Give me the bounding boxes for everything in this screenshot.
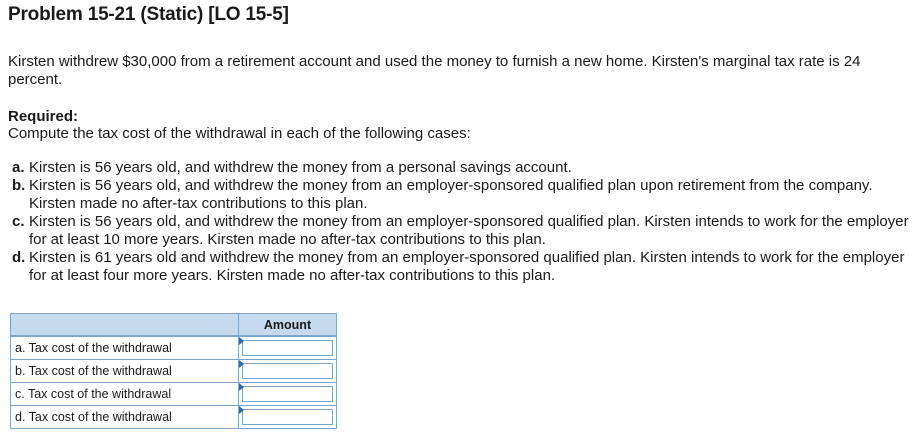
- case-list: [12, 159, 918, 285]
- amount-cell: [239, 360, 337, 383]
- case-b: [12, 177, 918, 213]
- case-letter: d.: [12, 249, 26, 266]
- table-row: [11, 406, 337, 429]
- header-amount: Amount: [239, 314, 337, 336]
- case-a: [12, 159, 918, 177]
- case-text: Kirsten is 61 years old and withdrew the money from an employer-sponsored qualified plan. Kirsten intends to work for the employer for at least four more years. Kirsten made no after-tax contributions to this plan.: [29, 249, 905, 284]
- amount-input-c[interactable]: [242, 386, 333, 402]
- case-letter: c.: [12, 213, 25, 230]
- case-c: [12, 213, 918, 249]
- amount-cell: [239, 383, 337, 406]
- problem-intro: Kirsten withdrew $30,000 from a retirement account and used the money to furnish a new home. Kirsten's marginal tax rate is 24 percent.: [8, 53, 861, 88]
- input-marker-icon: [239, 383, 244, 391]
- table-row: [11, 337, 337, 360]
- row-label: c. Tax cost of the withdrawal: [11, 383, 239, 406]
- input-marker-icon: [239, 337, 244, 345]
- case-letter: b.: [12, 177, 26, 194]
- case-text: Kirsten is 56 years old, and withdrew the money from an employer-sponsored qualified plan upon retirement from the company. Kirsten made no after-tax contributions to this plan.: [29, 177, 873, 212]
- amount-input-a[interactable]: [242, 340, 333, 356]
- answer-table: [10, 313, 337, 429]
- table-row: [11, 383, 337, 406]
- row-label: a. Tax cost of the withdrawal: [11, 337, 239, 360]
- case-text: Kirsten is 56 years old, and withdrew the money from an employer-sponsored qualified plan. Kirsten intends to work for the employer for at least 10 more years. Kirsten made no after-tax contributions to this plan.: [29, 213, 909, 248]
- input-marker-icon: [239, 360, 244, 368]
- row-label: d. Tax cost of the withdrawal: [11, 406, 239, 429]
- amount-input-b[interactable]: [242, 363, 333, 379]
- case-letter: a.: [12, 159, 25, 176]
- case-d: [12, 249, 918, 285]
- row-label: b. Tax cost of the withdrawal: [11, 360, 239, 383]
- header-label-cell: [11, 314, 239, 336]
- problem-title: Problem 15-21 (Static) [LO 15-5]: [8, 4, 289, 25]
- amount-cell: [239, 406, 337, 429]
- table-row: [11, 360, 337, 383]
- table-header-row: [11, 314, 337, 336]
- amount-input-d[interactable]: [242, 409, 333, 425]
- required-instructions: Compute the tax cost of the withdrawal in each of the following cases:: [8, 125, 471, 142]
- case-text: Kirsten is 56 years old, and withdrew the money from a personal savings account.: [29, 159, 572, 176]
- required-label: Required:: [8, 108, 79, 125]
- amount-cell: [239, 337, 337, 360]
- input-marker-icon: [239, 406, 244, 414]
